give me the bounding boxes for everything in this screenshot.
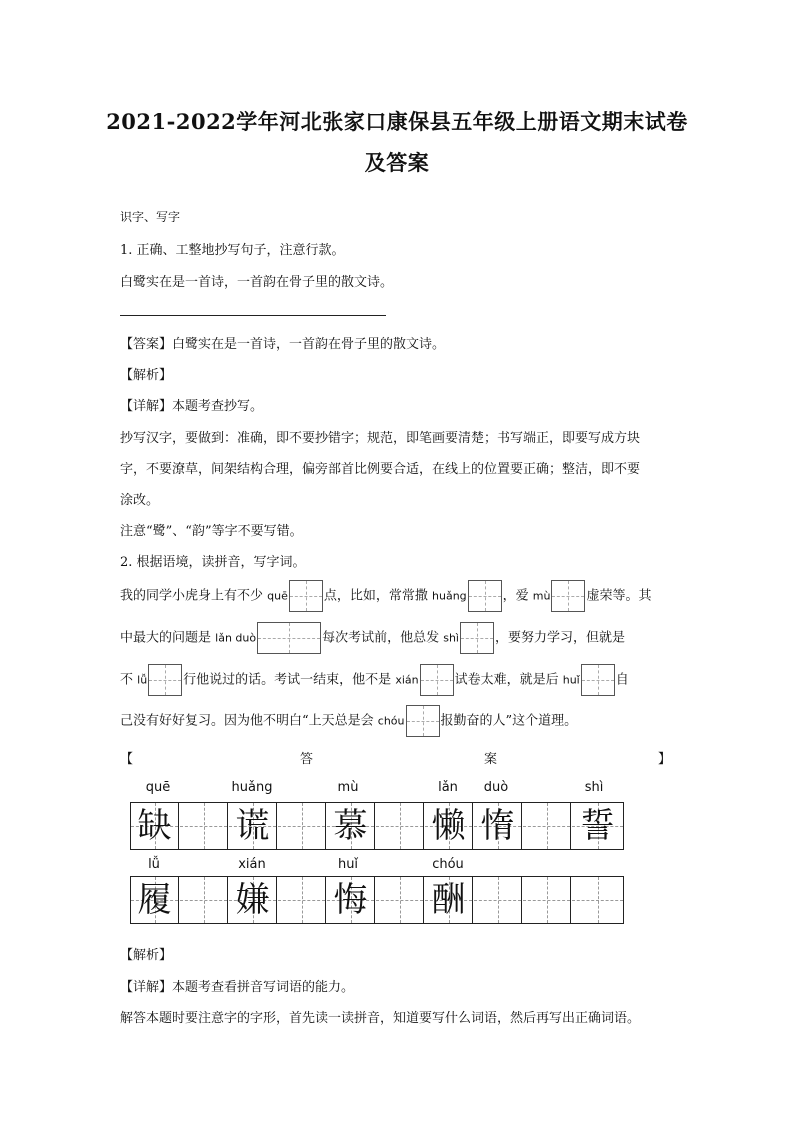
grid-char: 誓 <box>580 806 615 846</box>
q2-text: 自 <box>615 672 629 688</box>
page-title-line2: 及答案 <box>364 150 430 175</box>
grid-pinyin: lǚ <box>148 857 160 872</box>
grid-pinyin: shì <box>584 780 604 795</box>
grid-char <box>523 803 570 849</box>
grid-char: 缺 <box>137 806 172 846</box>
q2-line-3 <box>120 664 629 696</box>
q2-text: 行他说过的话。考试一结束，他不是 <box>183 672 396 688</box>
detail-tag: 【详解】 <box>120 399 173 414</box>
answer-tag: 【答案】 <box>120 337 173 352</box>
grid-char: 悔 <box>333 880 368 920</box>
answer-text: 白鹭实在是一首诗，一首韵在骨子里的散文诗。 <box>172 337 446 352</box>
pinyin: huǐ <box>562 673 580 687</box>
q2-line-2 <box>120 622 625 654</box>
answer-box[interactable] <box>551 580 585 612</box>
q1-sentence: 白鹭实在是一首诗，一首韵在骨子里的散文诗。 <box>120 275 394 290</box>
answer-word-1: 答 <box>300 752 314 767</box>
grid-char <box>278 803 325 849</box>
answer-box[interactable] <box>581 664 615 696</box>
page-title: 2021-2022学年河北张家口康保县五年级上册语文期末试卷 <box>106 109 688 134</box>
q2-detail <box>120 976 354 995</box>
grid-char <box>180 877 227 923</box>
q2-text: 报勤奋的人”这个道理。 <box>440 713 578 729</box>
answer-box[interactable] <box>406 705 440 737</box>
q2-analysis-tag: 【解析】 <box>120 948 173 963</box>
grid-char <box>572 877 623 923</box>
grid-char: 嫌 <box>235 880 270 920</box>
q2-text: 虚荣等。其 <box>586 588 652 604</box>
pinyin: lǎn duò <box>215 631 257 645</box>
answer-grid-row-2 <box>130 876 624 924</box>
answer-box[interactable] <box>420 664 454 696</box>
detail-text: 本题考查看拼音写词语的能力。 <box>172 980 355 995</box>
answer-box[interactable] <box>289 580 323 612</box>
pinyin: xián <box>395 673 419 687</box>
grid-pinyin: lǎn <box>438 780 458 795</box>
answer-grid-row-1 <box>130 802 624 850</box>
detail-tag: 【详解】 <box>120 980 173 995</box>
grid-pinyin: mù <box>337 780 359 795</box>
grid-pinyin: quē <box>145 780 171 795</box>
bracket-close: 】 <box>658 752 672 767</box>
answer-line <box>120 315 386 316</box>
bracket-open: 【 <box>120 752 134 767</box>
q2-text: 我的同学小虎身上有不少 <box>120 588 268 604</box>
q1-explain-3: 涂改。 <box>120 493 160 508</box>
q1-detail <box>120 395 263 414</box>
answer-box[interactable] <box>257 622 321 654</box>
grid-pinyin: chóu <box>432 857 464 872</box>
q2-text: 不 <box>120 672 138 688</box>
q1-explain-2: 字，不要潦草，间架结构合理，偏旁部首比例要合适，在线上的位置要正确；整洁，即不要 <box>120 462 641 477</box>
q1-answer <box>120 333 445 352</box>
answer-box[interactable] <box>460 622 494 654</box>
grid-char <box>523 877 570 923</box>
grid-pinyin: huǎng <box>231 780 273 795</box>
grid-char: 酬 <box>431 880 466 920</box>
q1-explain-1: 抄写汉字，要做到：准确，即不要抄错字；规范，即笔画要清楚；书写端正，即要写成方块 <box>120 431 641 446</box>
pinyin: quē <box>267 589 288 603</box>
answer-word-2: 案 <box>484 752 498 767</box>
grid-pinyin: xián <box>238 857 266 872</box>
grid-char <box>474 877 521 923</box>
q2-line-1 <box>120 580 652 612</box>
q1-prompt: 1. 正确、工整地抄写句子，注意行款。 <box>120 243 345 258</box>
q2-text: ，爱 <box>502 588 533 604</box>
q1-analysis-tag: 【解析】 <box>120 368 173 383</box>
pinyin: chóu <box>377 714 405 728</box>
grid-pinyin: duò <box>483 780 509 795</box>
q2-text: 每次考试前，他总发 <box>322 630 444 646</box>
q2-text: 己没有好好复习。因为他不明白“上天总是会 <box>120 713 378 729</box>
pinyin: mù <box>532 589 551 603</box>
grid-char <box>376 877 423 923</box>
answer-box[interactable] <box>148 664 182 696</box>
q1-note: 注意“鹭”、“韵”等字不要写错。 <box>120 524 303 539</box>
grid-char <box>376 803 423 849</box>
q2-text: 中最大的问题是 <box>120 630 216 646</box>
q2-prompt: 2. 根据语境，读拼音，写字词。 <box>120 555 306 570</box>
q2-text: ，要努力学习，但就是 <box>495 630 626 646</box>
q2-text: 点，比如，常常撒 <box>323 588 433 604</box>
q2-line-4 <box>120 705 577 737</box>
grid-char: 懒 <box>431 806 466 846</box>
section-heading: 识字、写字 <box>120 210 181 224</box>
q2-text: 试卷太难，就是后 <box>454 672 563 688</box>
pinyin: lǚ <box>137 673 148 687</box>
grid-char: 慕 <box>333 806 368 846</box>
answer-box[interactable] <box>468 580 502 612</box>
grid-char: 履 <box>137 880 172 920</box>
grid-char <box>180 803 227 849</box>
grid-pinyin: huǐ <box>337 857 359 872</box>
grid-char <box>278 877 325 923</box>
pinyin: huǎng <box>432 589 467 603</box>
grid-char: 惰 <box>480 806 515 846</box>
grid-char: 谎 <box>235 806 270 846</box>
pinyin: shì <box>443 631 459 645</box>
q2-explain: 解答本题时要注意字的字形，首先读一读拼音，知道要写什么词语，然后再写出正确词语。 <box>120 1011 641 1026</box>
detail-text: 本题考查抄写。 <box>172 399 264 414</box>
